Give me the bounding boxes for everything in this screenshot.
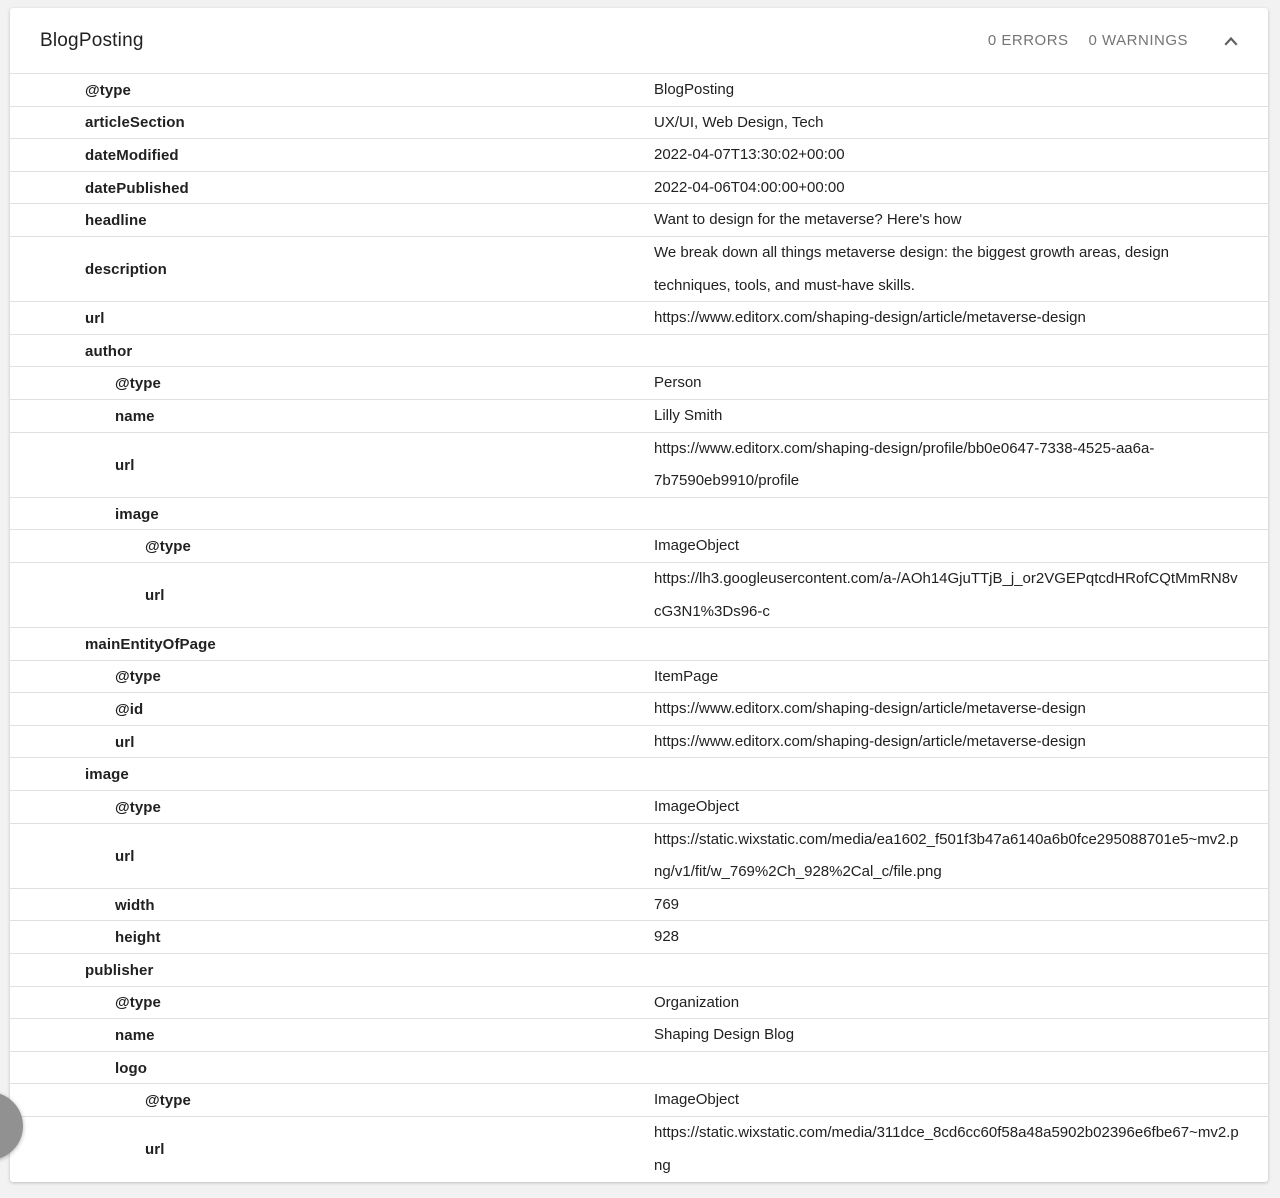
table-row [10,791,1268,824]
property-value: BlogPosting [654,81,735,98]
property-key: mainEntityOfPage [85,635,216,653]
table-row [10,693,1268,726]
table-row [10,172,1268,205]
property-key: headline [85,212,147,230]
property-key: description [85,261,167,279]
table-row [10,628,1268,661]
warnings-badge[interactable]: 0 WARNINGS [1088,32,1188,49]
property-key: @type [115,668,161,686]
table-row [10,661,1268,694]
property-key: name [115,1027,155,1045]
property-value: ImageObject [654,1091,740,1109]
property-key: dateModified [85,146,179,164]
table-row [10,237,1268,302]
table-row [10,1052,1268,1085]
property-value: We break down all things metaverse design: the biggest growth areas, design techniques, tools, and must-have skills. [654,243,1170,294]
property-value: https://static.wixstatic.com/media/ea1602_f501f3b47a6140a6b0fce295088701e5~mv2.png/v1/fit/w_769%2Ch_928%2Cal_c/file.png [654,830,1239,881]
property-key: author [85,342,133,360]
table-row [10,74,1268,107]
property-value: https://lh3.googleusercontent.com/a-/AOh14GjuTTjB_j_or2VGEPqtcdHRofCQtMmRN8vcG3N1%3Ds96-c [654,569,1238,620]
property-value: https://static.wixstatic.com/media/311dce_8cd6cc60f58a48a5902b02396e6fbe67~mv2.png [654,1124,1239,1174]
property-value [654,1052,1268,1085]
property-key: @type [115,375,161,393]
property-value: 769 [654,895,680,913]
property-key: datePublished [85,179,189,197]
table-row [10,302,1268,335]
table-row [10,139,1268,172]
property-value: ImageObject [654,537,740,555]
property-value: Lilly Smith [654,406,723,424]
table-row [10,824,1268,889]
property-value: 2022-04-07T13:30:02+00:00 [654,146,845,164]
table-row [10,530,1268,563]
table-row [10,335,1268,368]
property-value: 2022-04-06T04:00:00+00:00 [654,178,845,196]
table-row [10,204,1268,237]
property-key: name [115,407,155,425]
collapse-button[interactable] [1218,28,1244,54]
property-value: https://www.editorx.com/shaping-design/article/metaverse-design [654,309,1086,327]
property-key: url [85,309,105,327]
property-value: https://www.editorx.com/shaping-design/article/metaverse-design [654,700,1086,718]
table-row [10,400,1268,433]
table-row [10,758,1268,791]
property-key: logo [115,1059,148,1077]
property-value: Organization [654,993,740,1011]
property-key: @type [145,538,191,556]
table-row [10,1084,1268,1117]
property-key: @id [115,701,144,719]
table-row [10,433,1268,498]
property-value: ImageObject [654,798,740,816]
property-value [654,498,1268,531]
table-row [10,367,1268,400]
schema-card-header [10,8,1268,74]
property-key: url [115,847,135,865]
table-row [10,889,1268,922]
schema-card [10,8,1268,1182]
property-key: @type [85,81,131,99]
property-key: url [145,1141,165,1159]
table-row [10,563,1268,628]
table-row [10,921,1268,954]
page-title: BlogPosting [40,29,144,51]
table-row [10,498,1268,531]
chevron-up-icon [1222,32,1240,50]
schema-table [10,74,1268,1182]
property-value: Shaping Design Blog [654,1026,795,1044]
property-key: width [115,896,155,914]
property-value: Person [654,374,702,392]
property-key: url [115,456,135,474]
property-value: 928 [654,928,680,946]
property-key: url [145,587,165,604]
table-row [10,954,1268,987]
table-row [10,726,1268,759]
property-value: ItemPage [654,667,719,685]
property-key: url [115,733,135,751]
property-key: @type [115,798,161,816]
property-value [654,758,1268,791]
errors-badge[interactable]: 0 ERRORS [987,32,1069,49]
property-value [654,628,1268,661]
property-value: UX/UI, Web Design, Tech [654,113,824,131]
table-row [10,107,1268,140]
property-key: @type [115,994,161,1012]
property-key: image [115,505,159,523]
property-value [654,954,1268,987]
property-value: Want to design for the metaverse? Here's how [654,211,962,229]
table-row [10,1019,1268,1052]
table-row [10,987,1268,1020]
property-key: image [85,766,129,784]
property-key: articleSection [85,114,185,132]
property-key: height [115,929,161,947]
property-key: @type [145,1092,191,1110]
property-value: https://www.editorx.com/shaping-design/article/metaverse-design [654,732,1086,750]
property-value [654,335,1268,368]
property-key: publisher [85,961,154,979]
table-row [10,1117,1268,1182]
property-value: https://www.editorx.com/shaping-design/profile/bb0e0647-7338-4525-aa6a-7b7590eb9910/profile [654,439,1155,490]
header-status-group [988,28,1244,54]
